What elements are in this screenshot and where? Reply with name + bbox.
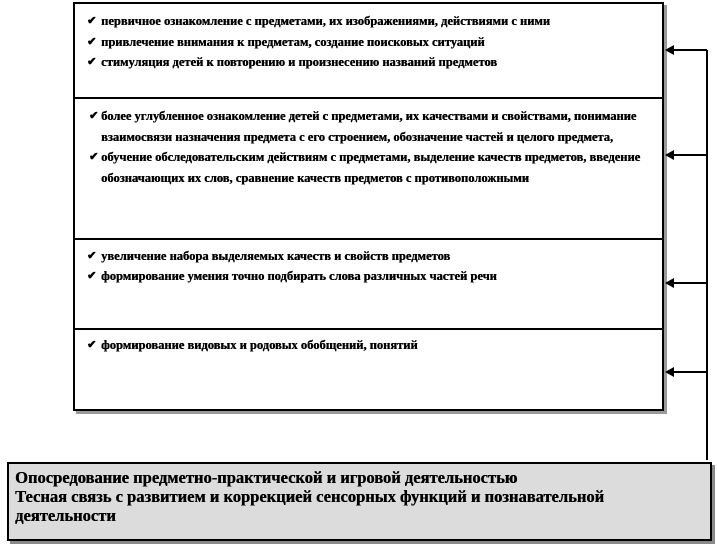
connector-line bbox=[706, 50, 708, 460]
stage-1-item bbox=[85, 52, 662, 73]
check-icon: ✔ bbox=[89, 110, 99, 122]
stage-3-box bbox=[75, 240, 662, 330]
item-text: формирование видовых и родовых обобщений, понятий bbox=[101, 338, 418, 352]
arrow-left-icon bbox=[664, 45, 707, 55]
stage-3-item bbox=[85, 266, 662, 286]
stages-stack bbox=[73, 2, 664, 411]
check-icon: ✔ bbox=[87, 15, 97, 27]
stage-1-box bbox=[75, 4, 662, 99]
item-text: увеличение набора выделяемых качеств и свойств предметов bbox=[101, 249, 451, 263]
stage-2-item bbox=[87, 147, 654, 188]
stage-1-item bbox=[85, 32, 662, 53]
item-text: формирование умения точно подбирать слова различных частей речи bbox=[101, 269, 497, 283]
stage-2-box bbox=[75, 99, 662, 240]
stage-1-item bbox=[85, 11, 662, 32]
foundation-line: Тесная связь с развитием и коррекцией сенсорных функций и познавательной деятельности bbox=[15, 487, 604, 525]
stage-4-item bbox=[85, 335, 662, 355]
arrow-left-icon bbox=[664, 278, 707, 288]
stage-4-box bbox=[75, 330, 662, 409]
stage-2-item bbox=[87, 106, 654, 147]
check-icon: ✔ bbox=[89, 151, 99, 163]
item-text: более углубленное ознакомление детей с предметами, их качествами и свойствами, понимание взаимосвязи назначения предмета с его строением, обозначение частей и целого предмета, bbox=[101, 109, 637, 144]
item-text: обучение обследовательским действиям с предметами, выделение качеств предметов, введение обозначающих их слов, сравнение качеств предметов с противоположными bbox=[101, 150, 641, 185]
check-icon: ✔ bbox=[87, 56, 97, 68]
check-icon: ✔ bbox=[87, 35, 97, 48]
item-text: привлечение внимания к предметам, создание поисковых ситуаций bbox=[101, 34, 485, 49]
foundation-line: Опосредование предметно-практической и игровой деятельностью bbox=[15, 468, 518, 487]
check-icon: ✔ bbox=[87, 339, 97, 351]
check-icon: ✔ bbox=[87, 250, 97, 262]
check-icon: ✔ bbox=[87, 270, 97, 282]
arrow-left-icon bbox=[664, 367, 707, 377]
foundation-box bbox=[7, 462, 712, 541]
item-text: первичное ознакомление с предметами, их изображениями, действиями с ними bbox=[101, 14, 550, 28]
arrow-left-icon bbox=[664, 150, 707, 160]
item-text: стимуляция детей к повторению и произнесению названий предметов bbox=[101, 55, 497, 69]
stage-3-item bbox=[85, 246, 662, 266]
